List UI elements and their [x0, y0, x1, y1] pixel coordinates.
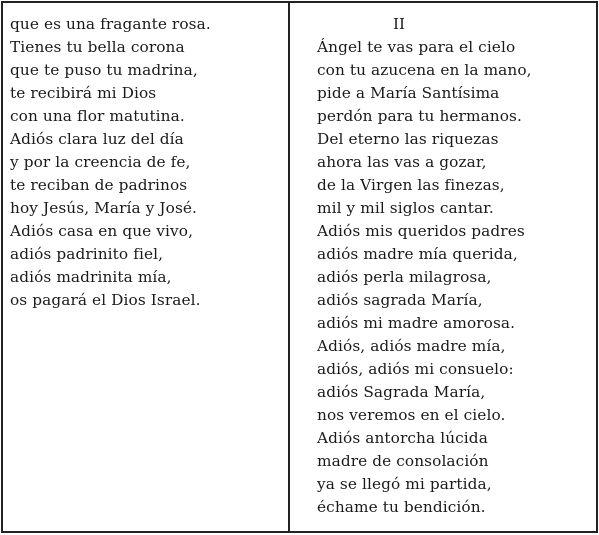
- verse-line: con una flor matutina.: [10, 107, 185, 125]
- verse-line: pide a María Santísima: [317, 84, 500, 102]
- verse-line: Adiós antorcha lúcida: [317, 429, 488, 447]
- verse-line: adiós madre mía querida,: [317, 245, 518, 263]
- verse-line: te reciban de padrinos: [10, 176, 188, 194]
- verse-line: adiós perla milagrosa,: [317, 268, 492, 286]
- verse-line: mil y mil siglos cantar.: [317, 199, 494, 217]
- verse-line: adiós madrinita mía,: [10, 268, 172, 286]
- verse-line: adiós sagrada María,: [317, 291, 483, 309]
- verse-line: adiós mi madre amorosa.: [317, 314, 516, 332]
- verse-line: Tienes tu bella corona: [10, 38, 185, 56]
- section-numeral: II: [393, 15, 406, 33]
- verse-line: ahora las vas a gozar,: [317, 153, 487, 171]
- verse-line: y por la creencia de fe,: [10, 153, 191, 171]
- verse-line: que te puso tu madrina,: [10, 61, 198, 79]
- verse-line: Adiós mis queridos padres: [317, 222, 525, 240]
- verse-line: Adiós clara luz del día: [10, 130, 184, 148]
- verse-line: con tu azucena en la mano,: [317, 61, 532, 79]
- verse-line: te recibirá mi Dios: [10, 84, 157, 102]
- left-column: [3, 3, 290, 531]
- right-column: [290, 3, 596, 531]
- poem-table: [1, 1, 598, 533]
- verse-line: madre de consolación: [317, 452, 489, 470]
- verse-line: Ángel te vas para el cielo: [317, 38, 516, 56]
- verse-line: que es una fragante rosa.: [10, 15, 211, 33]
- verse-line: adiós padrinito fiel,: [10, 245, 164, 263]
- verse-line: os pagará el Dios Israel.: [10, 291, 201, 309]
- verse-line: adiós Sagrada María,: [317, 383, 486, 401]
- verse-line: nos veremos en el cielo.: [317, 406, 506, 424]
- verse-line: échame tu bendición.: [317, 498, 486, 516]
- verse-line: adiós, adiós mi consuelo:: [317, 360, 514, 378]
- verse-line: Adiós casa en que vivo,: [10, 222, 194, 240]
- verse-line: Adiós, adiós madre mía,: [317, 337, 506, 355]
- verse-line: hoy Jesús, María y José.: [10, 199, 198, 217]
- verse-line: Del eterno las riquezas: [317, 130, 499, 148]
- verse-line: de la Virgen las finezas,: [317, 176, 505, 194]
- verse-line: ya se llegó mi partida,: [317, 475, 492, 493]
- verse-line: perdón para tu hermanos.: [317, 107, 522, 125]
